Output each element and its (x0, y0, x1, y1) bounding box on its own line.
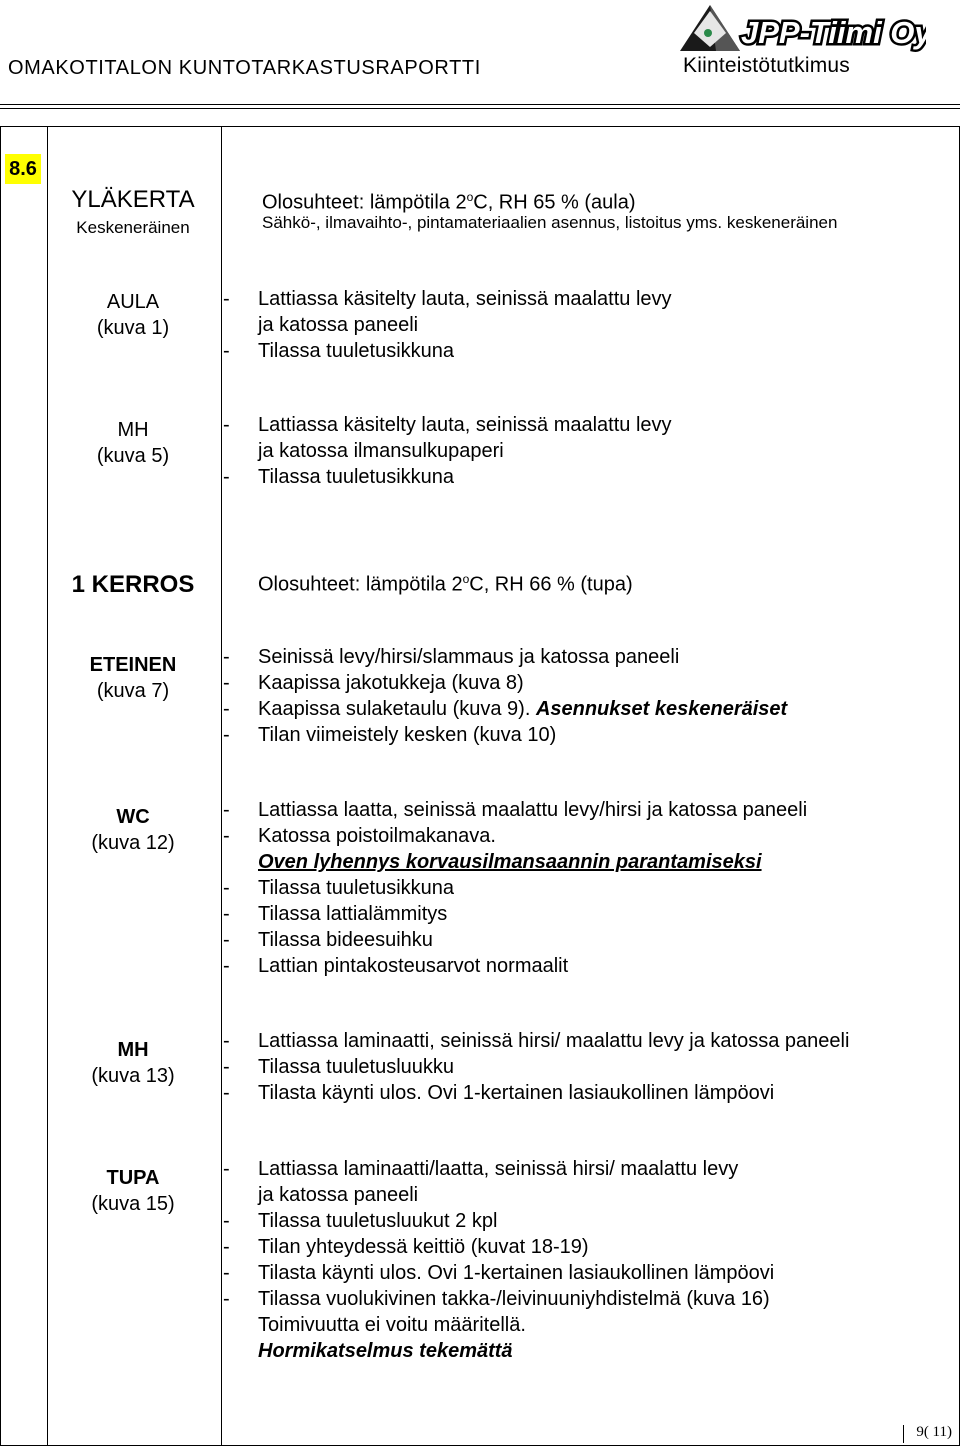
floor-title: 1 KERROS (71, 571, 195, 598)
section-note: Sähkö-, ilmavaihto-, pintamateriaalien asennus, listoitus yms. keskeneräinen (262, 213, 838, 232)
section-conditions (262, 184, 636, 216)
room-mh (33, 1037, 233, 1089)
conditions-text: Olosuhteet: lämpötila 2 (262, 191, 467, 214)
header-divider-2 (0, 108, 960, 109)
room-ref: (kuva 15) (91, 1193, 175, 1215)
list-item: - Tilassa vuolukivinen takka-/leivinuuniyhdistelmä (kuva 16) (223, 1288, 770, 1310)
room-ref: (kuva 13) (91, 1065, 175, 1087)
room-name: AULA (106, 291, 160, 313)
room-tupa (33, 1165, 233, 1217)
list-item-continuation: Toimivuutta ei voitu määritellä. (258, 1314, 526, 1336)
section-title: YLÄKERTA (71, 186, 195, 213)
room-ref: (kuva 7) (96, 680, 170, 702)
section-number: 8.6 (5, 154, 41, 184)
room-mh-upper (33, 417, 233, 469)
room-name: MH (117, 419, 149, 441)
list-item: - Lattiassa käsitelty lauta, seinissä maalattu levy (223, 414, 672, 436)
list-item: - Lattian pintakosteusarvot normaalit (223, 955, 569, 977)
report-title: OMAKOTITALON KUNTOTARKASTUSRAPORTTI (8, 57, 481, 79)
list-item: - Lattiassa laminaatti, seinissä hirsi/ maalattu levy ja katossa paneeli (223, 1030, 850, 1052)
room-wc (33, 804, 233, 856)
list-item-emphasis: Oven lyhennys korvausilmansaannin parantamiseksi (258, 851, 762, 873)
emphasis-text: Asennukset keskeneräiset (535, 698, 788, 720)
page-number: 9( 11) (916, 1424, 952, 1440)
floor-heading (33, 570, 233, 600)
list-item: - Kaapissa jakotukkeja (kuva 8) (223, 672, 524, 694)
list-item: - Tilassa lattialämmitys (223, 903, 448, 925)
degree-sup: o (466, 190, 474, 204)
page-number-divider (903, 1425, 904, 1443)
mh-upper-items (223, 412, 672, 490)
room-ref: (kuva 5) (96, 445, 170, 467)
room-aula (33, 289, 233, 341)
wc-items (223, 797, 807, 979)
conditions-text-end: C, RH 65 % (aula) (473, 191, 636, 214)
list-item: - Katossa poistoilmakanava. (223, 825, 496, 847)
logo-subtitle: Kiinteistötutkimus (683, 54, 850, 77)
room-name: ETEINEN (89, 654, 177, 676)
list-item: - Tilassa tuuletusluukku (223, 1056, 455, 1078)
list-item: - Tilan yhteydessä keittiö (kuvat 18-19) (223, 1236, 589, 1258)
room-eteinen (33, 652, 233, 704)
room-name: WC (116, 806, 150, 828)
list-item-continuation: ja katossa paneeli (258, 314, 419, 336)
room-ref: (kuva 12) (91, 832, 175, 854)
logo-text: JPP-Tiimi Oy (741, 15, 926, 50)
tupa-items (223, 1156, 774, 1364)
list-item: - Tilassa tuuletusikkuna (223, 340, 455, 362)
floor-conditions (258, 566, 633, 598)
list-item: - Kaapissa sulaketaulu (kuva 9). Asennukset keskeneräiset (223, 698, 788, 720)
list-item-continuation: ja katossa ilmansulkupaperi (258, 440, 504, 462)
list-item-continuation: ja katossa paneeli (258, 1184, 419, 1206)
list-item: - Tilassa tuuletusikkuna (223, 466, 455, 488)
room-name: MH (117, 1039, 149, 1061)
mh-items (223, 1028, 849, 1106)
logo-pyramid-icon (676, 3, 926, 58)
list-item: - Tilassa bideesuihku (223, 929, 433, 951)
list-item: - Tilan viimeistely kesken (kuva 10) (223, 724, 557, 746)
eteinen-items (223, 644, 787, 748)
conditions-text: Olosuhteet: lämpötila 2 (258, 573, 463, 596)
room-ref: (kuva 1) (96, 317, 170, 339)
list-item: - Lattiassa laatta, seinissä maalattu levy/hirsi ja katossa paneeli (223, 799, 808, 821)
aula-items (223, 286, 672, 364)
list-item: - Seinissä levy/hirsi/slammaus ja katossa paneeli (223, 646, 680, 668)
header-divider (0, 104, 960, 105)
list-item: - Tilassa tuuletusikkuna (223, 877, 455, 899)
degree-sup: o (462, 572, 470, 586)
list-item: - Tilasta käynti ulos. Ovi 1-kertainen lasiaukollinen lämpöovi (223, 1262, 775, 1284)
section-subtitle: Keskeneräinen (76, 218, 190, 237)
list-item-emphasis: Hormikatselmus tekemättä (258, 1340, 513, 1362)
list-item: - Lattiassa laminaatti/laatta, seinissä hirsi/ maalattu levy (223, 1158, 739, 1180)
section-heading (33, 185, 233, 241)
room-name: TUPA (106, 1167, 160, 1189)
list-item: - Lattiassa käsitelty lauta, seinissä maalattu levy (223, 288, 672, 310)
list-item: - Tilasta käynti ulos. Ovi 1-kertainen lasiaukollinen lämpöovi (223, 1082, 775, 1104)
list-item: - Tilassa tuuletusluukut 2 kpl (223, 1210, 498, 1232)
conditions-text-end: C, RH 66 % (tupa) (469, 573, 633, 596)
